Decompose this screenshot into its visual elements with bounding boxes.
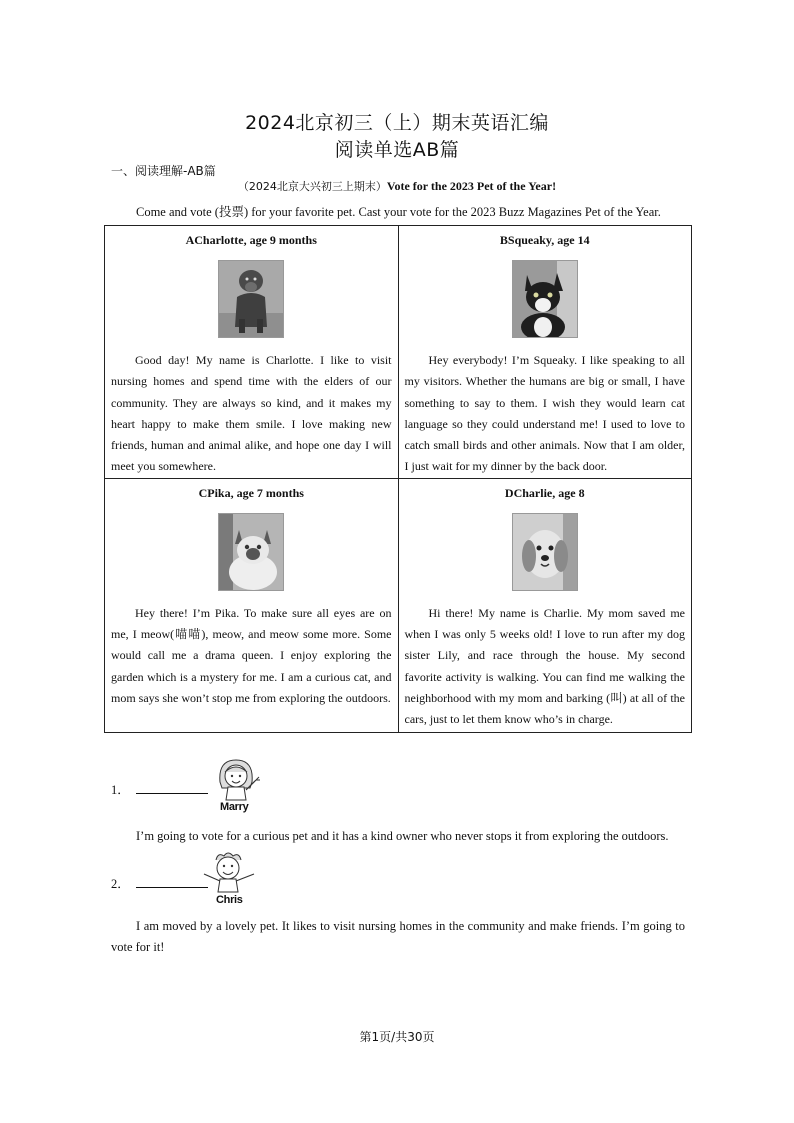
question-text: I’m going to vote for a curious pet and it has a kind owner who never stops it from exploring the outdoors. <box>136 829 669 843</box>
pet-cell-d <box>398 478 692 732</box>
page-subtitle: 阅读单选AB篇 <box>334 139 460 161</box>
question-2 <box>111 874 208 892</box>
girl-avatar-icon <box>214 756 262 807</box>
article-source <box>0 178 794 194</box>
page-footer: 第1页/共30页 <box>359 1030 435 1044</box>
pet-title: DCharlie, age 8 <box>504 485 585 500</box>
intro-text: Come and vote (投票) for your favorite pet. Cast your vote for the 2023 Buzz Magazines Pet of the Year. <box>136 205 661 219</box>
speaker-name: Marry <box>220 801 249 813</box>
section-label: 一、阅读理解-AB篇 <box>111 164 216 178</box>
source-origin: （2024北京大兴初三上期末） <box>237 180 387 193</box>
pet-cell-c <box>105 478 399 732</box>
pet-description: Good day! My name is Charlotte. I like to visit nursing homes and spend time with the elders of our community. They are always so kind, and it makes my heart happy to make them smile. I love making new friends, human and animal alike, and hope one day I will meet you somewhere. <box>111 353 392 474</box>
pet-description: Hi there! My name is Charlie. My mom saved me when I was only 5 weeks old! I love to run after my dog sister Lily, and race through the house. My second favorite activity is walking. You can find me walking the neighborhood with my mom and barking (叫) at all of the cars, just to let them know who’s in charge. <box>404 605 685 727</box>
boy-avatar-icon <box>198 850 260 899</box>
pet-description: Hey everybody! I’m Squeaky. I like speaking to all my visitors. Whether the humans are big or small, I have something to say to them. I wish they would learn cat language so they could understand me! I used to love to catch small birds and other animals. Now that I am older, I just wait for my dinner by the back door. <box>404 353 685 474</box>
page-title: 2024北京初三（上）期末英语汇编 <box>245 112 549 134</box>
speaker-name: Chris <box>216 894 243 906</box>
question-number: 1． <box>111 783 130 797</box>
question-1 <box>111 780 208 798</box>
pet-title: ACharlotte, age 9 months <box>185 233 317 247</box>
pets-table <box>104 225 692 733</box>
question-text: I am moved by a lovely pet. It likes to visit nursing homes in the community and make friends. I’m going to vote for it! <box>111 919 685 954</box>
pet-title: CPika, age 7 months <box>198 485 304 500</box>
cat-photo-icon <box>218 513 284 591</box>
cat-photo-icon <box>512 260 578 338</box>
answer-blank[interactable] <box>136 781 208 794</box>
dog-photo-icon <box>218 260 284 338</box>
pet-cell-b <box>398 226 692 479</box>
pet-cell-a <box>105 226 399 479</box>
dog-photo-icon <box>512 513 578 591</box>
answer-blank[interactable] <box>136 875 208 888</box>
article-title: Vote for the 2023 Pet of the Year! <box>386 179 557 193</box>
question-number: 2． <box>111 877 130 891</box>
pet-title: BSqueaky, age 14 <box>499 233 590 247</box>
pet-description: Hey there! I’m Pika. To make sure all eyes are on me, I meow(喵喵), meow, and meow some more. Some would call me a drama queen. I enjoy exploring the garden which is a mystery for me. I am a curious cat, and mom says she won’t stop me from exploring the outdoors. <box>111 605 392 705</box>
